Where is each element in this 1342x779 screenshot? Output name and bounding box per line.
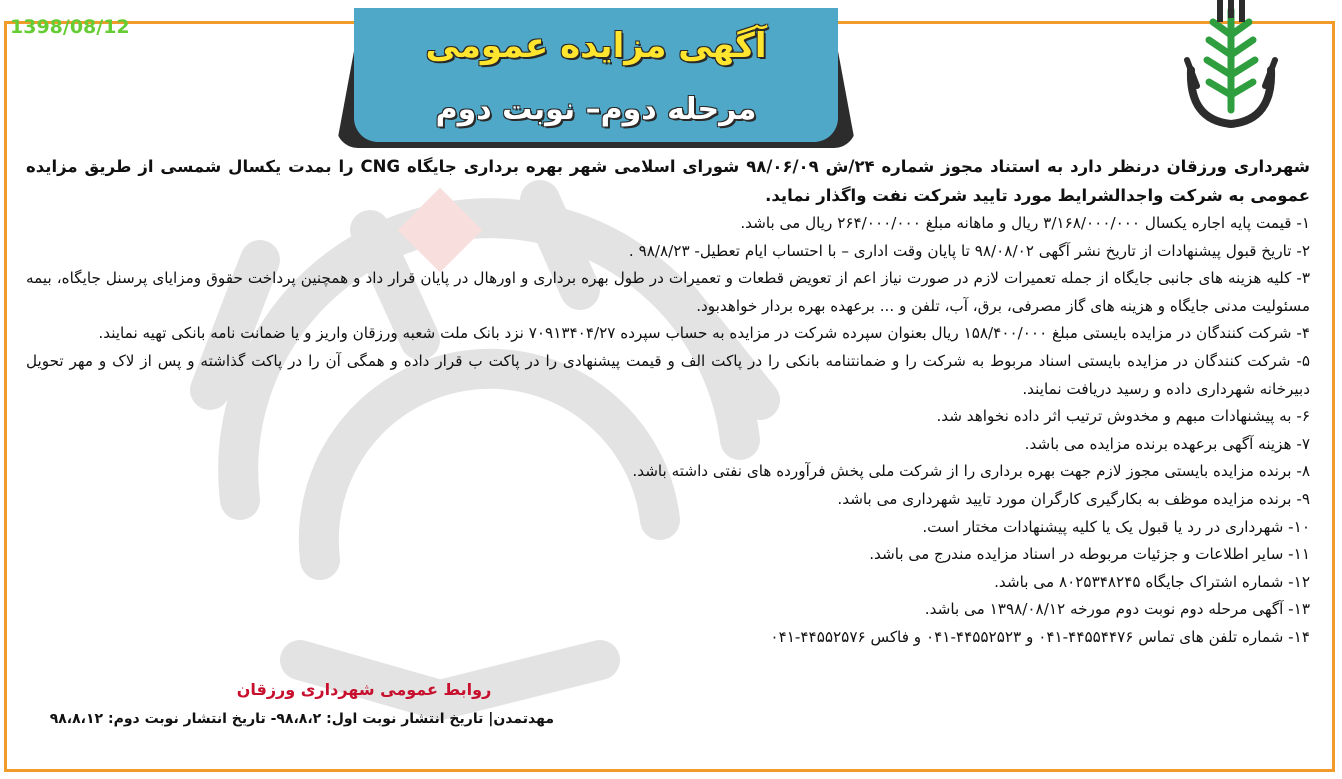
publish-dates: مهدتمدن| تاریخ انتشار نوبت اول: ۹۸،۸،۲- تاریخ انتشار نوبت دوم: ۹۸،۸،۱۲ (49, 711, 554, 727)
list-item: ۶- به پیشنهادات مبهم و مخدوش ترتیب اثر داده نخواهد شد. (936, 407, 1310, 426)
list-item: ۲- تاریخ قبول پیشنهادات از تاریخ نشر آگهی ۹۸/۰۸/۰۲ تا پایان وقت اداری – با احتساب ایام تعطیل- ۹۸/۸/۲۳ . (628, 241, 1310, 260)
municipality-logo-icon (1183, 0, 1279, 142)
list-item: ۸- برنده مزایده بایستی مجوز لازم جهت بهره برداری را از شرکت ملی پخش فرآورده های نفتی داشته باشد. (632, 462, 1310, 481)
list-item: ۳- کلیه هزینه های جانبی جایگاه از جمله تعمیرات لازم در صورت نیاز اعم از تعویض قطعات و تعمیرات در طول بهره برداری و اورهال در پایان قرار داد و همچنین پرداخت حقوق ومزایای پرسنل جایگاه، بیمه مسئولیت مدنی جایگاه و هزینه های گاز مصرفی، برق، آب، تلفن و ... برعهده بهره بردار خواهدبود. (26, 269, 1310, 315)
banner-subtitle: مرحله دوم– نوبت دوم (435, 92, 757, 127)
signoff-title: روابط عمومی شهرداری ورزقان (236, 680, 492, 699)
list-item: ۵- شرکت کنندگان در مزایده بایستی اسناد مربوط به شرکت را و ضمانتنامه بانکی را در پاکت الف و قیمت پیشنهادی را در پاکت ب قرار داده و همگی آن را در پاکت گذاشته و پس از لاک و مهر تحویل دبیرخانه شهرداری داده و رسید دریافت نمایند. (26, 351, 1310, 398)
banner-title: آگهی مزایده عمومی (425, 26, 767, 66)
terms-list (26, 210, 1310, 652)
list-item: ۱۲- شماره اشتراک جایگاه ۸۰۲۵۳۴۸۲۴۵ می باشد. (994, 572, 1310, 591)
list-item: ۱- قیمت پایه اجاره یکسال ۳/۱۶۸/۰۰۰/۰۰۰ ریال و ماهانه مبلغ ۲۶۴/۰۰۰/۰۰۰ ریال می باشد. (740, 214, 1310, 232)
date-stamp: 1398/08/12 (10, 16, 130, 38)
signoff-block (49, 680, 554, 727)
ad-body (26, 152, 1310, 652)
list-item: ۱۳- آگهی مرحله دوم نوبت دوم مورخه ۱۳۹۸/۰۸/۱۲ می باشد. (924, 600, 1310, 619)
intro-paragraph: شهرداری ورزقان درنظر دارد به استناد مجوز شماره ۲۴/ش ۹۸/۰۶/۰۹ شورای اسلامی شهر بهره برداری جایگاه CNG را بمدت یکسال شمسی از طریق مزایده عمومی به شرکت واجدالشرایط مورد تایید شرکت نفت واگذار نماید. (26, 157, 1310, 205)
list-item: ۷- هزینه آگهی برعهده برنده مزایده می باشد. (1024, 434, 1310, 453)
list-item: ۱۱- سایر اطلاعات و جزئیات مربوطه در اسناد مزایده مندرج می باشد. (869, 545, 1310, 564)
list-item: ۱۰- شهرداری در رد یا قبول یک یا کلیه پیشنهادات مختار است. (922, 517, 1310, 536)
list-item: ۴- شرکت کنندگان در مزایده بایستی مبلغ ۱۵۸/۴۰۰/۰۰۰ ریال بعنوان سپرده شرکت در مزایده به حساب سپرده ۷۰۹۱۳۴۰۴/۲۷ نزد بانک ملت شعبه ورزقان واریز و یا ضمانت نامه بانکی تهیه نمایند. (98, 324, 1310, 343)
list-item: ۹- برنده مزایده موظف به بکارگیری کارگران مورد تایید شهرداری می باشد. (837, 489, 1310, 508)
list-item: ۱۴- شماره تلفن های تماس ۴۴۵۵۴۴۷۶-۰۴۱ و ۴۴۵۵۲۵۲۳-۰۴۱ و فاکس ۴۴۵۵۲۵۷۶-۰۴۱ (770, 627, 1310, 646)
header-banner (354, 8, 838, 142)
